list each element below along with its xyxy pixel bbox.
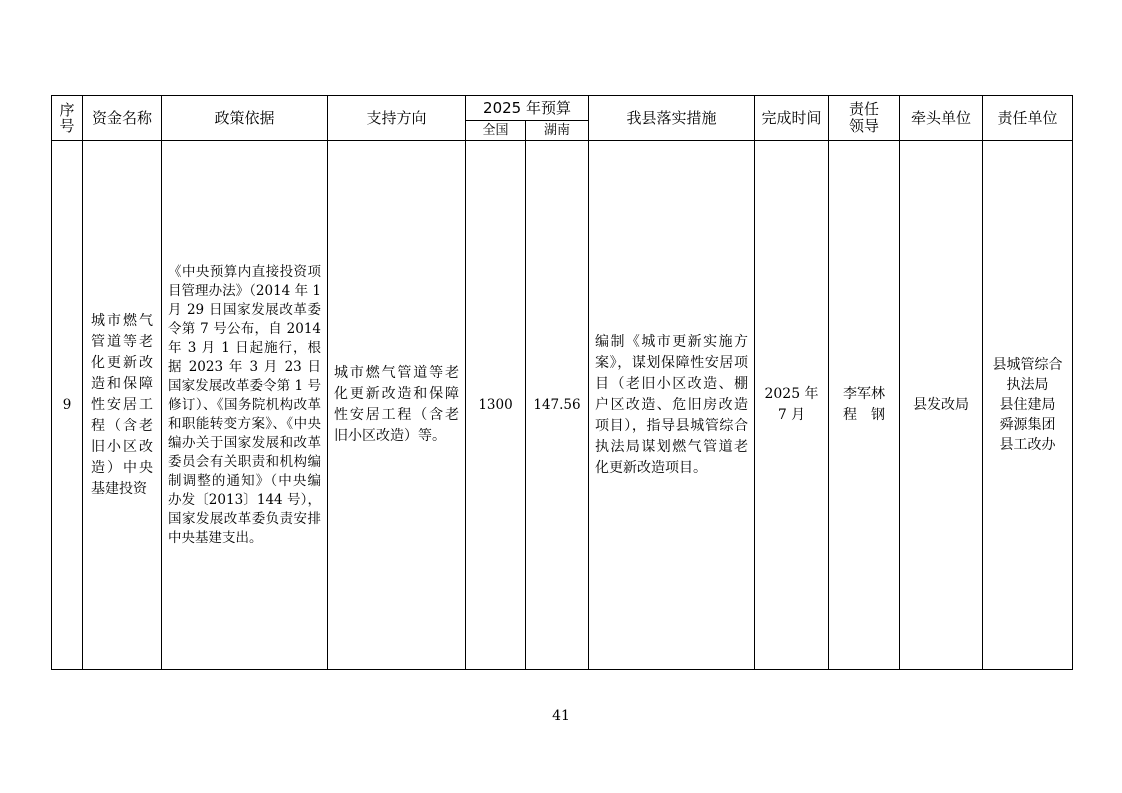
header-responsible-leader-label: 责任领导 [849,100,880,135]
leader-name-2: 程 钢 [843,407,886,423]
cell-seq: 9 [52,141,83,670]
header-lead-unit: 牵头单位 [900,96,983,141]
header-responsible-unit: 责任单位 [983,96,1073,141]
header-completion-time: 完成时间 [755,96,829,141]
county-measures-text: 编制《城市更新实施方案》，谋划保障性安居项目（老旧小区改造、棚户区改造、危旧房改造项目），指导县城管综合执法局谋划燃气管道老化更新改造项目。 [595,333,749,476]
responsible-unit-4: 县工改办 [999,437,1056,453]
responsible-unit-2: 县住建局 [999,397,1056,413]
header-budget-national: 全国 [466,121,526,141]
cell-responsible-unit [983,141,1073,670]
table-row [52,141,1073,670]
cell-support-direction [328,141,466,670]
responsible-unit-3: 舜源集团 [999,417,1056,433]
header-support-direction: 支持方向 [328,96,466,141]
cell-fund-name [83,141,162,670]
responsible-unit-1: 县城管综合执法局 [992,357,1063,393]
header-county-measures: 我县落实措施 [589,96,755,141]
leader-name-1: 李军林 [843,386,886,402]
policy-table [51,95,1073,670]
header-fund-name: 资金名称 [83,96,162,141]
policy-basis-text: 《中央预算内直接投资项目管理办法》（2014 年 1 月 29 日国家发展改革委令第 7 号公布，自 2014 年 3 月 1 日起施行，根据 2023 年 3 月 23 日国家发展改革委令第 1 号修订）、《国务院机构改革和职能转变方案》、《中央编办关于国家发展和改革委员会有关职责和机构编制调整的通知》（中央编办发〔2013〕144 号），国家发展改革委负责安排中央基建支出。 [168,263,321,546]
cell-county-measures [589,141,755,670]
cell-budget-hunan: 147.56 [526,141,589,670]
header-policy-basis: 政策依据 [162,96,328,141]
page-number: 41 [552,708,570,724]
header-budget-hunan: 湖南 [526,121,589,141]
cell-responsible-leader [829,141,900,670]
header-seq-label: 序号 [59,101,75,135]
cell-completion-time [755,141,829,670]
cell-budget-national: 1300 [466,141,526,670]
cell-policy-basis [162,141,328,670]
lead-unit-text: 县发改局 [913,396,970,413]
header-budget-2025: 2025 年预算 [466,96,589,121]
completion-month: 7 月 [777,407,806,423]
header-seq [52,96,83,141]
header-responsible-leader [829,96,900,141]
cell-lead-unit [900,141,983,670]
support-direction-text: 城市燃气管道等老化更新改造和保障性安居工程（含老旧小区改造）等。 [334,365,459,444]
fund-name-text: 城市燃气管道等老化更新改造和保障性安居工程（含老旧小区改造）中央基建投资 [91,312,153,497]
completion-year: 2025 年 [764,386,819,402]
